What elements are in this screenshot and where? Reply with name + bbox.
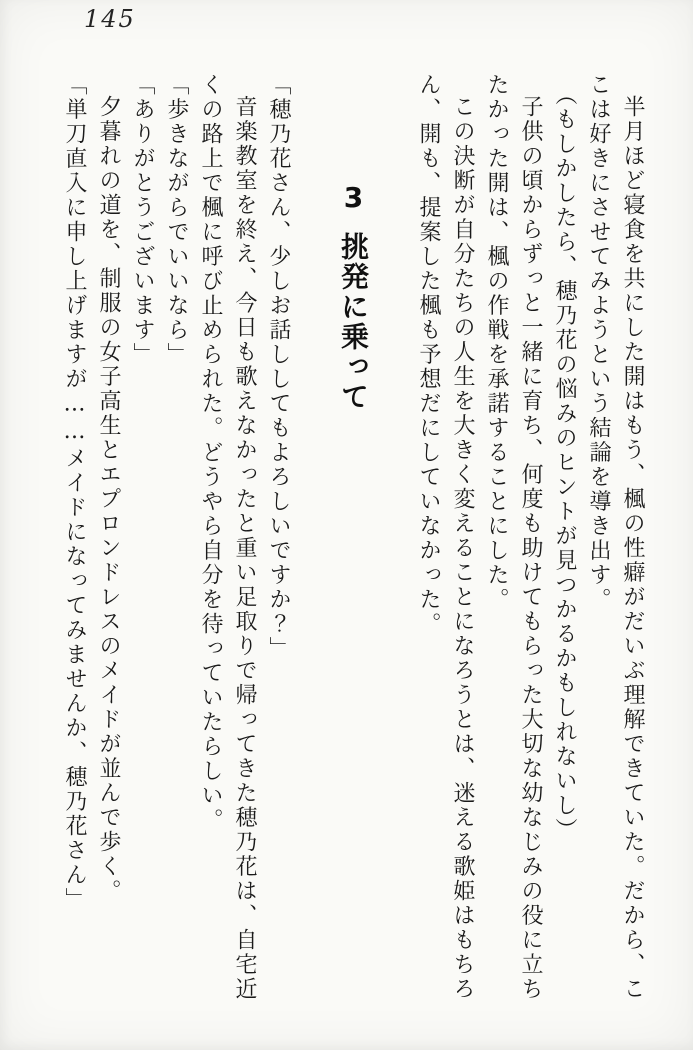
paragraph: （もしかしたら、穂乃花の悩みのヒントが見つかるかもしれないし） [552, 82, 577, 843]
chapter-title: 挑発に乗って [337, 232, 370, 412]
paragraph: 音楽教室を終え、今日も歌えなかったと重い足取りで帰ってきた穂乃花は、自宅近くの路上で楓に呼び止められた。どうやら自分を待っていたらしい。 [198, 73, 257, 1002]
paragraph: 「単刀直入に申し上げますが……メイドになってみませんか、穂乃花さん」 [62, 73, 87, 912]
text-area [57, 73, 649, 1011]
page-number: 145 [84, 5, 136, 33]
paragraph: 「歩きながらでいいなら」 [164, 73, 189, 367]
paragraph: この決断が自分たちの人生を大きく変えることになろうとは、迷える歌姫はもちろん、開も、提案した楓も予想だにしていなかった。 [416, 73, 475, 1002]
paragraph: 半月ほど寝食を共にした開はもう、楓の性癖がだいぶ理解できていた。だから、ここは好きにさせてみようという結論を導き出す。 [586, 73, 645, 1002]
paragraph: 「穂乃花さん、少しお話ししてもよろしいですか？」 [266, 73, 291, 661]
paragraph: 子供の頃からずっと一緒に育ち、何度も助けてもらった大切な幼なじみの役に立ちたかった開は、楓の作戦を承諾することにした。 [484, 73, 543, 1002]
chapter-heading [331, 73, 375, 1011]
paragraph: 夕暮れの道を、制服の女子高生とエプロンドレスのメイドが並んで歩く。 [96, 95, 121, 904]
chapter-number: 3 [337, 181, 370, 216]
paragraph: 「ありがとうございます」 [130, 73, 155, 367]
